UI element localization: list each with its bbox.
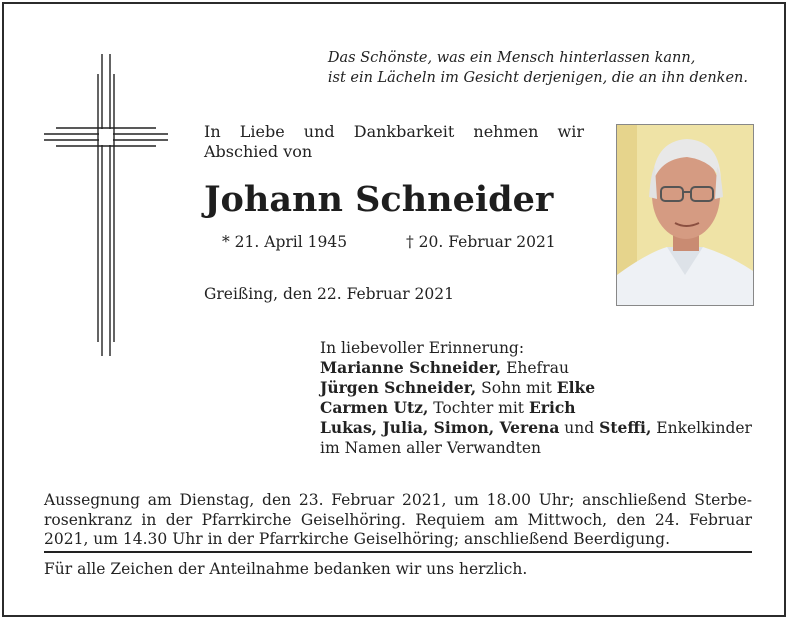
portrait-photo <box>616 124 754 306</box>
mourner-name: Lukas, Julia, Simon, Verena <box>320 418 560 437</box>
mourner-row <box>320 398 752 418</box>
death-date: † 20. Februar 2021 <box>406 233 556 251</box>
mourner-relation-2: Enkelkinder <box>651 419 752 437</box>
mourner-row <box>320 358 752 378</box>
deceased-name: Johann Schneider <box>204 179 554 220</box>
mourner-name: Marianne Schneider, <box>320 358 502 377</box>
place-and-date: Greißing, den 22. Februar 2021 <box>204 285 454 303</box>
mourner-row <box>320 378 752 398</box>
intro-line-2: Abschied von <box>204 142 313 161</box>
mourners-heading: In liebevoller Erinnerung: <box>320 339 525 357</box>
funeral-line-1: Aussegnung am Dienstag, den 23. Februar 2021, um 18.00 Uhr; anschließend Sterbe- <box>44 491 752 509</box>
funeral-details <box>44 491 752 550</box>
mourner-row <box>320 418 752 438</box>
quote-line-2: ist ein Lächeln im Gesicht derjenigen, die an ihn denken. <box>327 70 748 86</box>
cross-icon <box>42 52 170 358</box>
mourner-partner-name: Erich <box>528 398 576 417</box>
mourner-relation: und <box>559 419 600 437</box>
mourner-relation: Sohn mit <box>476 379 557 397</box>
birth-date: * 21. April 1945 <box>222 233 348 251</box>
funeral-line-2: rosenkranz in der Pfarrkirche Geiselhöring. Requiem am Mittwoch, den 24. Februar <box>44 510 752 529</box>
obituary-frame <box>2 2 786 617</box>
mourner-partner-name: Elke <box>556 378 596 397</box>
intro-line-1: In Liebe und Dankbarkeit nehmen wir <box>204 122 584 141</box>
thanks-note: Für alle Zeichen der Anteilnahme bedanken wir uns herzlich. <box>44 560 528 578</box>
mourner-partner-name: Steffi, <box>599 418 652 437</box>
quote-line-1: Das Schönste, was ein Mensch hinterlassen kann, <box>327 50 696 66</box>
mourners-footer: im Namen aller Verwandten <box>320 439 541 457</box>
divider <box>44 551 752 553</box>
memorial-quote <box>328 48 748 88</box>
mourner-relation: Tochter mit <box>428 399 529 417</box>
mourner-relation: Ehefrau <box>501 359 569 377</box>
farewell-intro <box>204 122 584 162</box>
mourner-name: Carmen Utz, <box>320 398 429 417</box>
mourners-list <box>320 338 752 458</box>
portrait-illustration <box>617 125 753 305</box>
funeral-line-3: 2021, um 14.30 Uhr in der Pfarrkirche Geiselhöring; anschließend Beerdigung. <box>44 530 671 548</box>
mourner-name: Jürgen Schneider, <box>320 378 477 397</box>
